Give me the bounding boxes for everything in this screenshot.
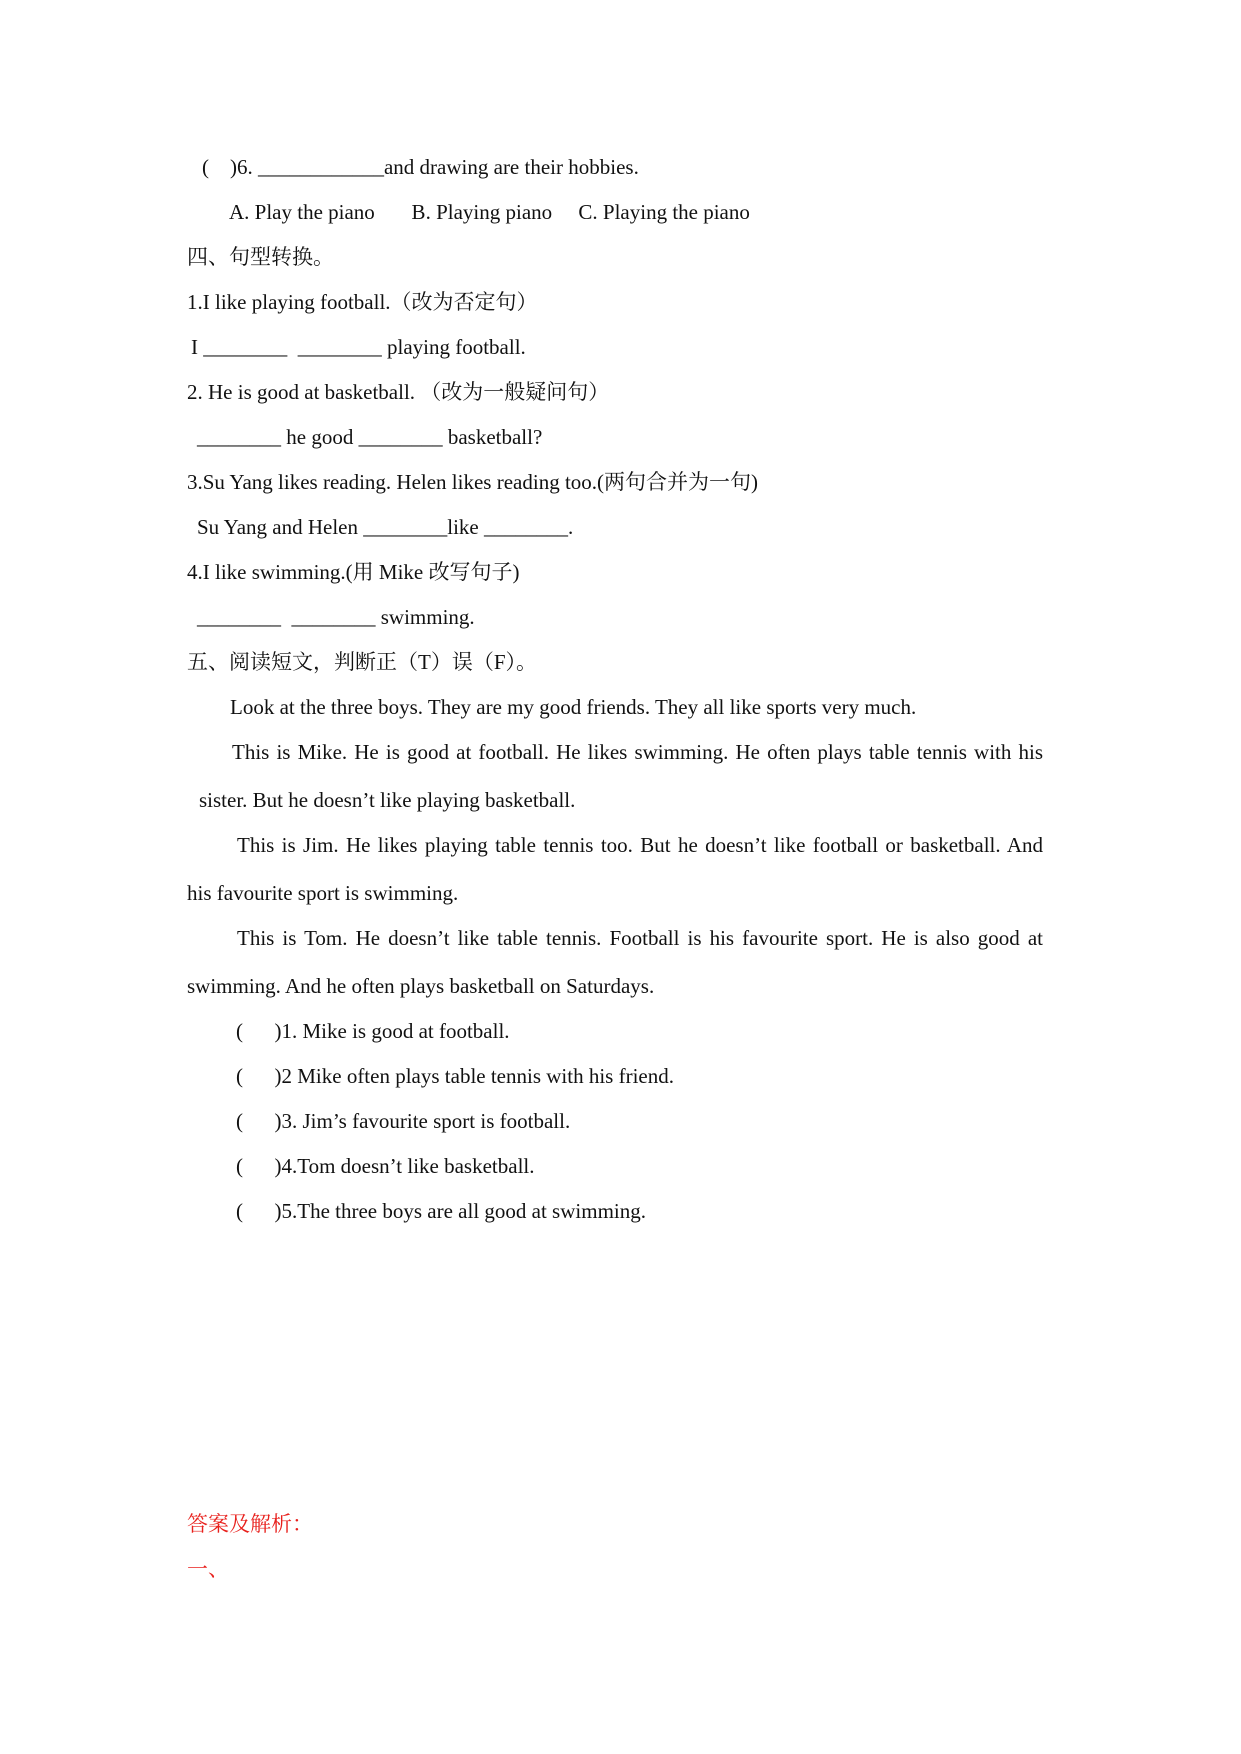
s4-item1-answer-line: I ________ ________ playing football. bbox=[191, 335, 526, 359]
tf-question: ( )5.The three boys are all good at swimming. bbox=[236, 1199, 646, 1223]
passage-line: sister. But he doesn’t like playing basketball. bbox=[199, 788, 576, 812]
tf-question: ( )2 Mike often plays table tennis with his friend. bbox=[236, 1064, 674, 1088]
s4-item4-answer-line: ________ ________ swimming. bbox=[197, 605, 475, 629]
passage-line: swimming. And he often plays basketball on Saturdays. bbox=[187, 974, 655, 998]
s4-item3-answer-line: Su Yang and Helen ________like ________. bbox=[197, 515, 574, 539]
s4-item2-prompt: 2. He is good at basketball. （改为一般疑问句） bbox=[187, 380, 610, 404]
passage-line: Look at the three boys. They are my good friends. They all like sports very much. bbox=[230, 695, 917, 719]
answers-part1: 一、 bbox=[187, 1557, 229, 1581]
passage-line: This is Jim. He likes playing table tennis too. But he doesn’t like football or basketball. And bbox=[237, 833, 1043, 857]
tf-question: ( )3. Jim’s favourite sport is football. bbox=[236, 1109, 571, 1133]
s4-item2-answer-line: ________ he good ________ basketball? bbox=[197, 425, 543, 449]
tf-question: ( )4.Tom doesn’t like basketball. bbox=[236, 1154, 535, 1178]
s4-item3-prompt: 3.Su Yang likes reading. Helen likes reading too.(两句合并为一句) bbox=[187, 470, 759, 494]
section4-heading: 四、句型转换。 bbox=[187, 245, 334, 269]
passage-line: his favourite sport is swimming. bbox=[187, 881, 459, 905]
tf-question: ( )1. Mike is good at football. bbox=[236, 1019, 510, 1043]
q6-options: A. Play the piano B. Playing piano C. Playing the piano bbox=[229, 200, 750, 224]
section5-heading: 五、阅读短文，判断正（T）误（F）。 bbox=[187, 650, 538, 674]
passage-line: This is Mike. He is good at football. He likes swimming. He often plays table tennis with his bbox=[232, 740, 1043, 764]
q6-stem: ( )6. ____________and drawing are their hobbies. bbox=[202, 155, 639, 179]
passage-line: This is Tom. He doesn’t like table tennis. Football is his favourite sport. He is also good at bbox=[237, 926, 1043, 950]
answers-heading: 答案及解析： bbox=[187, 1512, 313, 1536]
s4-item4-prompt: 4.I like swimming.(用 Mike 改写句子) bbox=[187, 560, 520, 584]
s4-item1-prompt: 1.I like playing football.（改为否定句） bbox=[187, 290, 538, 314]
